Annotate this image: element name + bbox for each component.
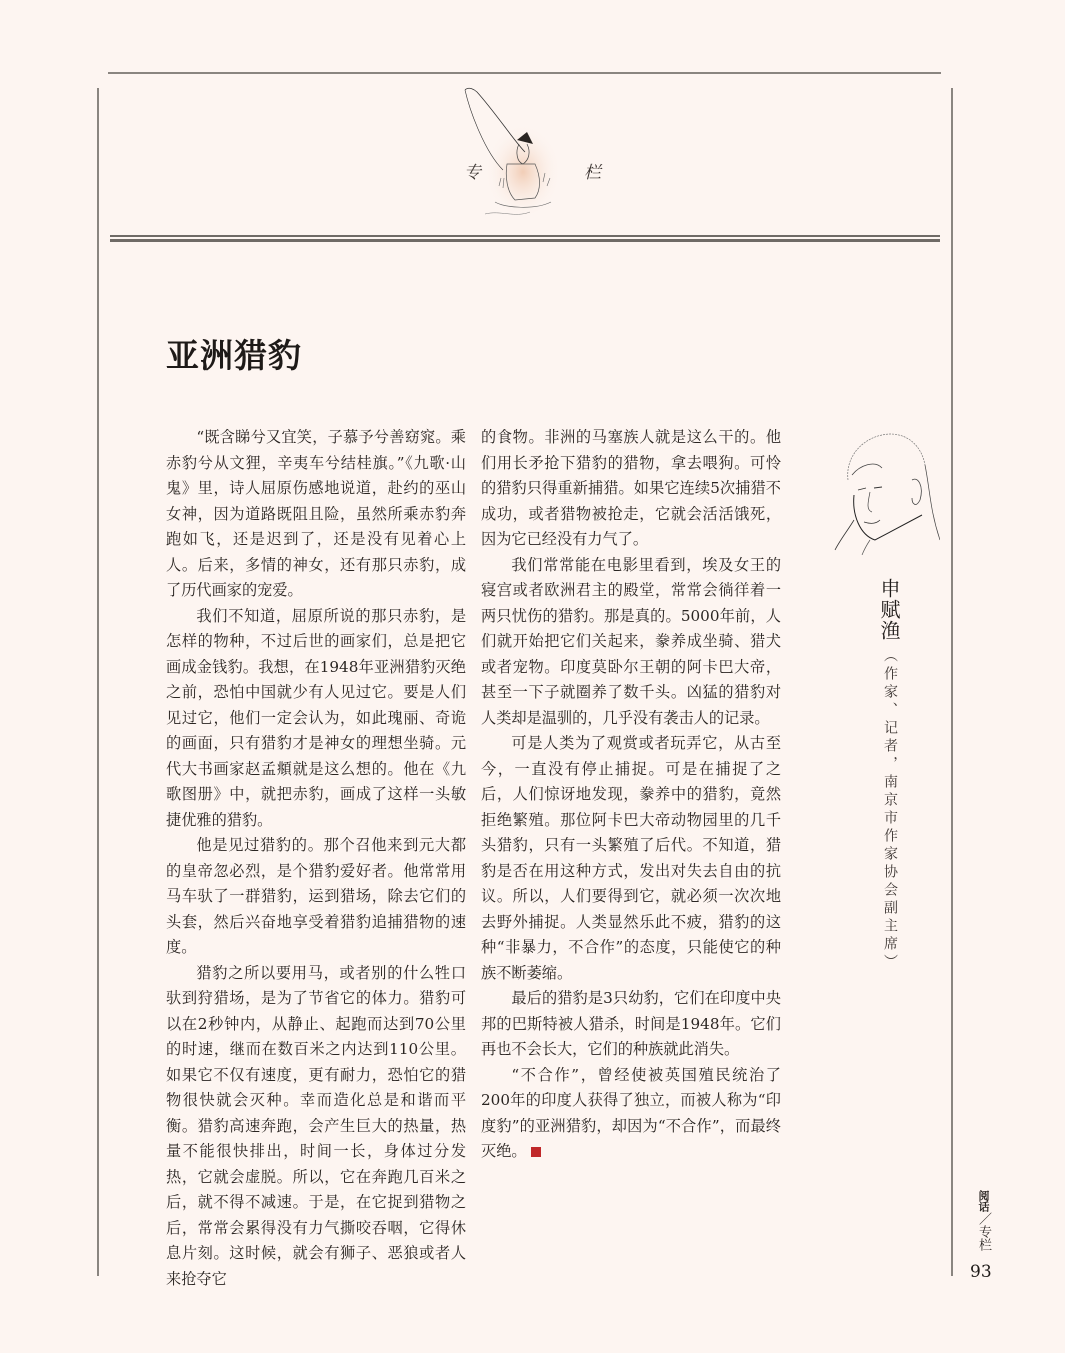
paragraph-continuation: 的食物。非洲的马塞族人就是这么干的。他们用长矛抢下猎豹的猎物，拿去喂狗。可怜的猎豹只得重新捕猎。如果它连续5次捕猎不成功，或者猎物被抢走，它就会活活饿死，因为它已经没有力气了。 [481,428,781,548]
author-bio: （作家、记者，南京市作家协会副主席） [882,648,898,972]
fisherman-icon [455,82,585,222]
separator: ／ [976,1212,991,1225]
article-column-right [481,425,781,1165]
page-number: 93 [970,1262,992,1282]
magazine-name: 阅话 [977,1190,990,1212]
paragraph: 可是人类为了观赏或者玩弄它，从古至今，一直没有停止捕捉。可是在捕捉了之后，人们惊讶地发现，豢养中的猎豹，竟然拒绝繁殖。那位阿卡巴大帝动物园里的几千头猎豹，只有一头繁殖了后代。不知道，猎豹是否在用这种方式，发出对失去自由的抗议。所以，人们要得到它，就必须一次次地去野外捕捉。人类显然乐此不疲，猎豹的这种“非暴力，不合作”的态度，只能使它的种族不断萎缩。 [481,734,781,982]
article-title: 亚洲猎豹 [166,336,302,375]
left-margin-rule [97,88,99,1276]
header-double-rule-top [110,235,940,237]
paragraph: 他是见过猎豹的。那个召他来到元大都的皇帝忽必烈，是个猎豹爱好者。他常常用马车驮了一群猎豹，运到猎场，除去它们的头套，然后兴奋地享受着猎豹追捕猎物的速度。 [166,836,466,956]
paragraph-text: “不合作”，曾经使被英国殖民统治了200年的印度人获得了独立，而被人称为“印度豹”的亚洲猎豹，却因为“不合作”，而最终灭绝。 [481,1065,781,1160]
paragraph: 我们常常能在电影里看到，埃及女王的寝宫或者欧洲君主的殿堂，常常会徜徉着一两只忧伤的猎豹。那是真的。5000年前，人们就开始把它们关起来，豢养成坐骑、猎犬或者宠物。印度莫卧尔王朝的阿卡巴大帝，甚至一下子就圈养了数千头。凶猛的猎豹对人类却是温驯的，几乎没有袭击人的记录。 [481,555,781,727]
header-double-rule-bottom [110,239,940,242]
paragraph: 我们不知道，屈原所说的那只赤豹，是怎样的物种，不过后世的画家们，总是把它画成金钱豹。我想，在1948年亚洲猎豹灭绝之前，恐怕中国就少有人见过它。要是人们见过它，他们一定会认为，如此瑰丽、奇诡的画面，只有猎豹才是神女的理想坐骑。元代大书画家赵孟頫就是这么想的。他在《九歌图册》中，就把赤豹，画成了这样一头敏捷优雅的猎豹。 [166,606,466,829]
paragraph: “既含睇兮又宜笑，子慕予兮善窈窕。乘赤豹兮从文狸，辛夷车兮结桂旗。”《九歌·山鬼》里，诗人屈原伤感地说道，赴约的巫山女神，因为道路既阻且险，虽然所乘赤豹奔跑如飞，还是迟到了，还是没有见着心上人。后来，多情的神女，还有那只赤豹，成了历代画家的宠爱。 [166,428,466,599]
right-margin-rule [951,88,953,1276]
section-name: 专栏 [976,1225,991,1251]
top-rule [108,72,941,74]
column-label-left: 专 [464,163,481,183]
author-name: 申赋渔 [877,578,901,641]
column-label-right: 栏 [584,163,601,183]
article-column-left [166,425,466,1292]
end-of-article-mark [531,1147,541,1157]
author-portrait [830,420,940,555]
paragraph: 最后的猎豹是3只幼豹，它们在印度中央邦的巴斯特被人猎杀，时间是1948年。它们再也不会长大，它们的种族就此消失。 [481,989,781,1058]
paragraph-last [481,1063,781,1165]
section-tag [974,1190,993,1251]
paragraph: 猎豹之所以要用马，或者别的什么牲口驮到狩猎场，是为了节省它的体力。猎豹可以在2秒钟内，从静止、起跑而达到70公里的时速，继而在数百米之内达到110公里。如果它不仅有速度，更有耐力，恐怕它的猎物很快就会灭种。幸而造化总是和谐而平衡。猎豹高速奔跑，会产生巨大的热量，热量不能很快排出，时间一长，身体过分发热，它就会虚脱。所以，它在奔跑几百米之后，就不得不减速。于是，在它捉到猎物之后，常常会累得没有力气撕咬吞咽，它得休息片刻。这时候，就会有狮子、恶狼或者人来抢夺它 [166,963,466,1288]
